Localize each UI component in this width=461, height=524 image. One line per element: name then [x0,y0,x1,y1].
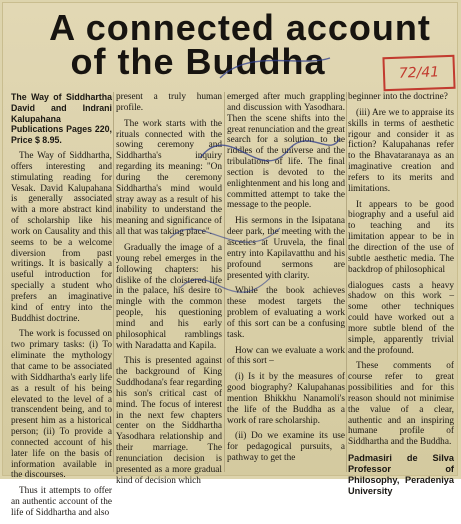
paragraph: (ii) Do we examine its use for pedagogical pursuits, a pathway to get the [227,431,345,464]
column-rule [346,92,347,472]
paragraph: emerged after much grappling and discussion with Yasodhara. Then the scene shifts into the great renunciation and the great search for a solution to the riddles of the universe and the tribulations of life. The final section is devoted to the enlightenment and his long and committed attempt to take the message to the people. [227,92,345,211]
paragraph: This is presented against the background of King Suddhodana's fear regarding his son's critical cast of mind. The focus of interest in the next few chapters center on the Siddhartha Yasodhara relationship and their marriage. The renunciation decision is presented as a more gradual kind of decision which [116,356,222,486]
paragraph: dialogues casts a heavy shadow on this work – some other techniques could have worked out a more subtle blend of the simple, apparently trivial and the profound. [348,280,454,356]
column-4 [348,92,454,497]
paragraph: The work starts with the rituals connected with the sowing ceremony and Siddhartha's inquiry regarding its meaning: "On during the ceremony Siddhartha's mind would stray away as a result of his inability to understand the meaning and significance of all that was taking place". [116,118,222,238]
paragraph: The work is focussed on two primary tasks: (i) To eliminate the mythology that came to be associated with Siddhartha's early life as a result of his being elevated to the level of a transcendent being, and to present him as a historical person; (ii) To provide a connected account of his later life on the basis of information available in the discourses. [11,329,112,481]
author-signature: Padmasiri de Silva Professor of Philosophy, Peradeniya University [348,453,454,497]
column-1 [11,92,112,524]
catalog-number-stamp: 72/41 [382,55,455,91]
book-info: The Way of Siddhartha David and Indrani Kalupahana Publications Pages 220, Price $ 8.95. [11,92,112,146]
paragraph: Thus it attempts to offer an authentic account of the life of Siddhartha and also [11,486,112,518]
column-rule [113,92,114,472]
paragraph: (i) Is it by the measures of good biography? Kalupahanas mention Bhikkhu Nanamoli's the life of the Buddha as a work of rare scholarship. [227,372,345,426]
column-2 [116,92,222,492]
paragraph: beginner into the doctrine? [348,92,448,102]
paragraph: Gradually the image of a young rebel emerges in the following chapters: his dislike of the cloistered life in the palace, his desire to mingle with the common people, his questioning mind and his early philosophical ramblings with Naradatta and Kapila. [116,242,222,351]
column-rule [224,92,225,472]
paragraph: The Way of Siddhartha, offers interesting and stimulating reading for Vesak. David Kalupahana is generally associated with a more abstract kind of scholarship like his work on Causality and this seems to be a welcome diversion from past writings. It is basically a useful introduction for specially a student who prefers an imaginative kind of entry into the Buddhist doctrine. [11,150,112,324]
paragraph: His sermons in the Isipatana deer park, the meeting with the ascetics at Uruvela, the final entry into Kapilavatthu and his profound sermons are presented with clarity. [227,216,345,281]
paragraph: present a truly human profile. [116,92,222,113]
paragraph: It appears to be good biography and a useful aid to teaching and its limitation appear to be in the direction of the use of subtle aesthetic media. The backdrop of philosophical [348,199,454,275]
paragraph: How can we evaluate a work of this sort – [227,345,345,367]
paragraph: (iii) Are we to appraise its skills in terms of aesthetic rigour and consider it as fiction? Kalupahanas refer to the Bhavataranaya as an imaginative creation and refers to its merits and limitations. [348,107,454,194]
headline-line-2: of the Buddha [70,41,326,82]
paragraph: These comments of course refer to great possibilities and for this reason should not minimise the value of a clear, authentic and an inspiring humane profile of Siddhartha and the Buddha. [348,361,454,448]
paragraph: While the book achieves these modest targets the problem of evaluating a work of this sort can be a confusing task. [227,286,345,340]
column-3 [227,92,345,469]
headline-line-1: A connected account [49,7,431,48]
